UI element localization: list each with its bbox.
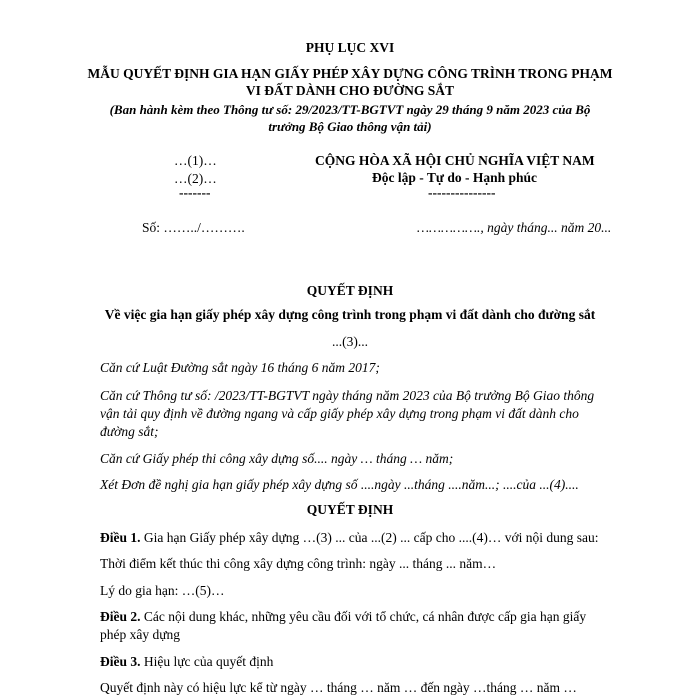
article-1-end-date: Thời điểm kết thúc thi công xây dựng công trình: ngày ... tháng ... năm… xyxy=(100,556,497,571)
left-divider: ------- xyxy=(179,185,211,200)
article-1-reason: Lý do gia hạn: …(5)… xyxy=(100,583,225,598)
article-2-label: Điều 2. xyxy=(100,609,141,624)
issued-by-line-1: (Ban hành kèm theo Thông tư số: 29/2023/TT-BGTVT ngày 29 tháng 9 năm 2023 của Bộ xyxy=(109,102,591,117)
form-title-line-1: MẪU QUYẾT ĐỊNH GIA HẠN GIẤY PHÉP XÂY DỰNG CÔNG TRÌNH TRONG PHẠM xyxy=(87,66,613,81)
article-3-body: Quyết định này có hiệu lực kể từ ngày … tháng … năm … đến ngày …tháng … năm … xyxy=(100,680,577,695)
agency-placeholder-2: …(2)… xyxy=(174,171,217,186)
legal-basis-application: Xét Đơn đề nghị gia hạn giấy phép xây dựng số ....ngày ...tháng ....năm...; ....của ...(4).... xyxy=(100,477,579,492)
national-motto: Độc lập - Tự do - Hạnh phúc xyxy=(372,170,538,185)
legal-basis-permit: Căn cứ Giấy phép thi công xây dựng số.... ngày … tháng … năm; xyxy=(100,451,454,466)
article-3-label: Điều 3. xyxy=(100,654,141,669)
agency-placeholder-1: …(1)… xyxy=(174,153,217,168)
issue-date: ……………., ngày tháng... năm 20... xyxy=(417,220,612,235)
legal-basis-circular-line-3: đường sắt; xyxy=(100,424,159,439)
issued-by-line-2: trưởng Bộ Giao thông vận tải) xyxy=(268,119,432,134)
issuing-authority: ...(3)... xyxy=(332,334,368,349)
article-2-text: Các nội dung khác, những yêu cầu đối với tổ chức, cá nhân được cấp gia hạn giấy xyxy=(140,609,587,624)
right-divider: --------------- xyxy=(428,185,496,200)
appendix-label: PHỤ LỤC XVI xyxy=(305,40,395,55)
article-1 xyxy=(100,529,598,547)
decision-subject: Về việc gia hạn giấy phép xây dựng công trình trong phạm vi đất dành cho đường sắt xyxy=(104,307,596,322)
article-2-text-line-2: phép xây dựng xyxy=(100,627,181,642)
article-2 xyxy=(100,608,586,626)
article-1-label: Điều 1. xyxy=(100,530,141,545)
legal-basis-circular-line-2: vận tải quy định về đường ngang và cấp giấy phép xây dựng trong phạm vi đất dành cho xyxy=(100,406,579,421)
decision-title: QUYẾT ĐỊNH xyxy=(306,283,394,298)
article-1-text: Gia hạn Giấy phép xây dựng …(3) ... của ...(2) ... cấp cho ....(4)… với nội dung sau: xyxy=(140,530,599,545)
legal-basis-circular-line-1: Căn cứ Thông tư số: /2023/TT-BGTVT ngày tháng năm 2023 của Bộ trưởng Bộ Giao thông xyxy=(100,388,595,403)
article-3-text: Hiệu lực của quyết định xyxy=(140,654,274,669)
national-title: CỘNG HÒA XÃ HỘI CHỦ NGHĨA VIỆT NAM xyxy=(315,153,595,168)
legal-basis-law: Căn cứ Luật Đường sắt ngày 16 tháng 6 năm 2017; xyxy=(100,360,380,375)
document-number: Số: ……../………. xyxy=(142,220,245,235)
article-3 xyxy=(100,653,273,671)
form-title-line-2: VI ĐẤT DÀNH CHO ĐƯỜNG SẮT xyxy=(245,83,455,98)
decides-heading: QUYẾT ĐỊNH xyxy=(306,502,394,517)
